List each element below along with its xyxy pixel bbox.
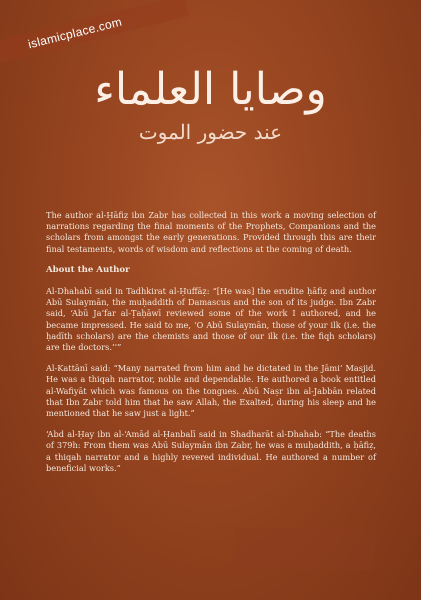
quote-hanbali: ‘Abd al-Ḥay ibn al-‘Amād al-Ḥanbalī said in Shadharāt al-Dhahab: “The deaths of 379h: From them was Abū Sulaymān ibn Zabr, he was a muḥaddith, a ḥāfiẓ, a thiqah narrator and a highly revered individual. He authored a number of beneficial works.” [46, 429, 376, 473]
quote-dhahabi: Al-Dhahabī said in Tadhkirat al-Ḥuffāẓ: “[He was] the erudite ḥāfiẓ and author Abū Sulaymān, the muḥaddith of Damascus and the son of its judge. Ibn Zabr said, ‘Abū Ja‘far al-Ṭaḥāwī reviewed some of the work I authored, and he became impressed. He said to me, ‘O Abū Sulaymān, those of your ilk (i.e. the ḥadīth scholars) are the chemists and those of our ilk (i.e. the fiqh scholars) are the doctors.’’” [46, 286, 376, 353]
barcode-area [235, 528, 375, 570]
arabic-subtitle: عند حضور الموت [138, 120, 283, 144]
description-text [46, 210, 376, 484]
title-block [0, 62, 421, 146]
about-author-heading: About the Author [46, 264, 130, 275]
quote-kattani: Al-Kattānī said: “Many narrated from him and he dictated in the Jāmi‘ Masjid. He was a thiqah narrator, noble and dependable. He authored a book entitled al-Wafiyāt which was famous on the tongues. Abū Naṣr ibn al-Jabbān related that Ibn Zabr told him that he saw Allah, the Exalted, during his sleep and he mentioned that he saw just a light.” [46, 363, 376, 419]
watermark-ribbon: islamicplace.com [0, 0, 189, 71]
intro-paragraph: The author al-Ḥāfiẓ ibn Zabr has collected in this work a moving selection of narrations regarding the final moments of the Prophets, Companions and the scholars from amongst the early generations. Provided through this are their final testaments, words of wisdom and reflections at the coming of death. [46, 210, 376, 254]
arabic-title: وصايا العلماء [94, 64, 327, 115]
